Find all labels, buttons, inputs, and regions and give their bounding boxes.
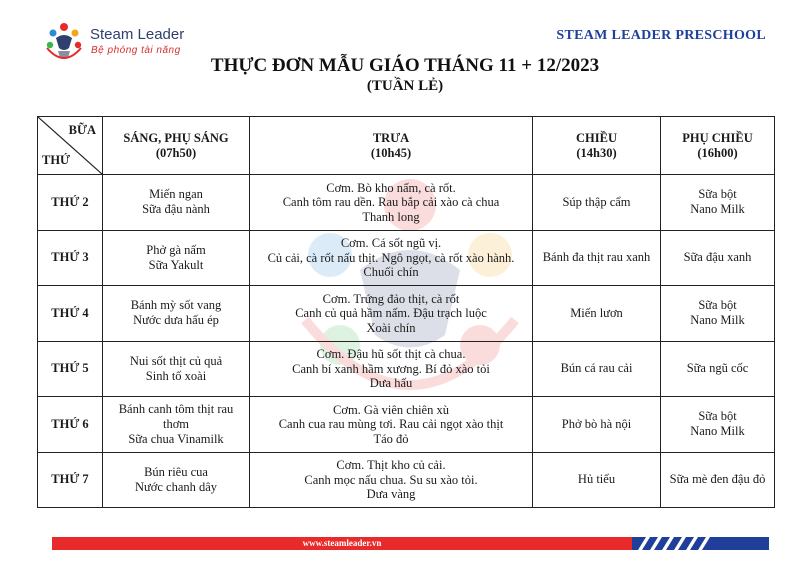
- afternoon-cell: [533, 286, 661, 342]
- morning-cell: [103, 286, 250, 342]
- corner-day-label: THỨ: [42, 153, 71, 167]
- menu-line: Canh mọc nấu chua. Su su xào tỏi.: [304, 472, 478, 487]
- menu-line: Sữa bột: [698, 409, 737, 424]
- snack-cell: [661, 397, 775, 453]
- menu-line: Cơm. Trứng đảo thịt, cà rốt: [322, 291, 460, 306]
- corner-meal-label: BỮA: [68, 123, 96, 137]
- logo-tagline: Bệ phóng tài năng: [91, 45, 181, 56]
- table-row: [38, 341, 775, 397]
- menu-line: Bún cá rau cải: [560, 361, 633, 376]
- menu-line: Dưa vàng: [366, 487, 416, 501]
- column-name: TRƯA: [372, 130, 410, 145]
- menu-line: Nước dưa hấu ép: [133, 313, 219, 328]
- morning-cell: [103, 341, 250, 397]
- menu-line: Canh cua rau mùng tơi. Rau cải ngọt xào thịt: [278, 417, 504, 431]
- snack-cell: [661, 341, 775, 397]
- morning-cell: [103, 452, 250, 508]
- snack-cell: [661, 230, 775, 286]
- column-header-lunch: [250, 117, 533, 175]
- menu-line: Miến ngan: [149, 187, 203, 202]
- menu-table: [37, 116, 775, 508]
- menu-line: Bánh mỳ sốt vang: [130, 298, 222, 313]
- snack-cell: [661, 452, 775, 508]
- menu-line: Bánh đa thịt rau xanh: [542, 250, 651, 265]
- snack-cell: [661, 175, 775, 231]
- afternoon-cell: [533, 230, 661, 286]
- afternoon-cell: [533, 452, 661, 508]
- day-cell: THỨ 2: [38, 175, 103, 231]
- brand-name: STEAM LEADER PRESCHOOL: [556, 28, 766, 43]
- page-title: THỰC ĐƠN MẪU GIÁO THÁNG 11 + 12/2023: [210, 55, 600, 76]
- column-time: (14h30): [576, 145, 617, 160]
- menu-line: Canh củ quả hầm nấm. Đậu trạch luộc: [295, 306, 487, 320]
- menu-line: Sữa Yakult: [148, 257, 204, 272]
- lunch-cell: [250, 397, 533, 453]
- afternoon-cell: [533, 397, 661, 453]
- corner-header-cell: [38, 117, 103, 175]
- menu-line: Sữa bột: [698, 298, 737, 313]
- lunch-cell: [250, 452, 533, 508]
- footer-stripes: [638, 537, 718, 550]
- menu-line: Hủ tiếu: [577, 472, 616, 487]
- column-header-snack: [661, 117, 775, 175]
- snack-cell: [661, 286, 775, 342]
- menu-line: Phở gà nấm: [146, 242, 206, 257]
- column-time: (07h50): [155, 145, 197, 160]
- lunch-cell: [250, 175, 533, 231]
- column-name: PHỤ CHIỀU: [682, 130, 753, 145]
- menu-line: Nui sốt thịt củ quả: [129, 353, 223, 368]
- day-cell: THỨ 7: [38, 452, 103, 508]
- menu-line: Sinh tố xoài: [145, 368, 207, 383]
- menu-line: Nano Milk: [690, 202, 745, 217]
- menu-line: thơm: [162, 416, 190, 431]
- menu-line: Cơm. Thịt kho củ cải.: [336, 458, 446, 472]
- morning-cell: [103, 230, 250, 286]
- lunch-cell: [250, 286, 533, 342]
- menu-line: Sữa chua Vinamilk: [128, 431, 224, 446]
- morning-cell: [103, 397, 250, 453]
- morning-cell: [103, 175, 250, 231]
- day-cell: THỨ 3: [38, 230, 103, 286]
- menu-line: Bún riêu cua: [144, 464, 208, 479]
- column-name: SÁNG, PHỤ SÁNG: [123, 130, 229, 145]
- menu-line: Xoài chín: [366, 320, 416, 335]
- lunch-cell: [250, 341, 533, 397]
- afternoon-cell: [533, 175, 661, 231]
- logo-name: Steam Leader: [90, 26, 185, 43]
- menu-line: Cơm. Gà viên chiên xù: [333, 402, 449, 417]
- menu-line: Canh bí xanh hầm xương. Bí đỏ xào tỏi: [292, 361, 490, 376]
- day-cell: THỨ 5: [38, 341, 103, 397]
- header-row: [38, 117, 775, 175]
- column-time: (16h00): [697, 145, 738, 160]
- menu-line: Cơm. Cá sốt ngũ vị.: [340, 236, 442, 250]
- table-row: [38, 452, 775, 508]
- table-row: [38, 286, 775, 342]
- menu-line: Súp thập cẩm: [562, 194, 631, 209]
- menu-line: Củ cải, cà rốt nấu thịt. Ngô ngọt, cà rốt xào hành.: [267, 250, 515, 265]
- menu-line: Phở bò hà nội: [561, 416, 632, 431]
- menu-line: Sữa ngũ cốc: [686, 361, 749, 376]
- lunch-cell: [250, 230, 533, 286]
- column-header-morning: [103, 117, 250, 175]
- table-row: [38, 230, 775, 286]
- footer-bar: [52, 534, 769, 552]
- menu-line: Sữa đậu nành: [142, 202, 210, 217]
- column-name: CHIỀU: [576, 130, 617, 145]
- menu-line: Cơm. Đậu hũ sốt thịt cà chua.: [316, 347, 466, 361]
- menu-line: Táo đỏ: [373, 431, 409, 446]
- column-time: (10h45): [370, 145, 412, 160]
- menu-line: Sữa mè đen đậu đỏ: [669, 472, 766, 487]
- menu-line: Sữa đậu xanh: [683, 250, 752, 265]
- menu-line: Nước chanh dây: [134, 479, 218, 494]
- day-cell: THỨ 6: [38, 397, 103, 453]
- day-cell: THỨ 4: [38, 286, 103, 342]
- website-link[interactable]: www.steamleader.vn: [302, 538, 382, 548]
- menu-line: Thanh long: [362, 209, 420, 224]
- menu-line: Sữa bột: [698, 187, 737, 202]
- table-row: [38, 397, 775, 453]
- page-subtitle: (TUẦN LẺ): [366, 78, 444, 94]
- column-header-afternoon: [533, 117, 661, 175]
- menu-line: Chuối chín: [363, 265, 419, 279]
- menu-line: Cơm. Bò kho nấm, cà rốt.: [326, 180, 456, 195]
- menu-line: Bánh canh tôm thịt rau: [118, 401, 234, 416]
- menu-line: Nano Milk: [690, 313, 745, 328]
- menu-line: Dưa hấu: [369, 376, 413, 390]
- afternoon-cell: [533, 341, 661, 397]
- table-row: [38, 175, 775, 231]
- menu-line: Canh tôm rau dền. Rau bắp cải xào cà chua: [282, 195, 500, 209]
- menu-line: Nano Milk: [690, 424, 745, 439]
- menu-line: Miến lươn: [570, 305, 623, 320]
